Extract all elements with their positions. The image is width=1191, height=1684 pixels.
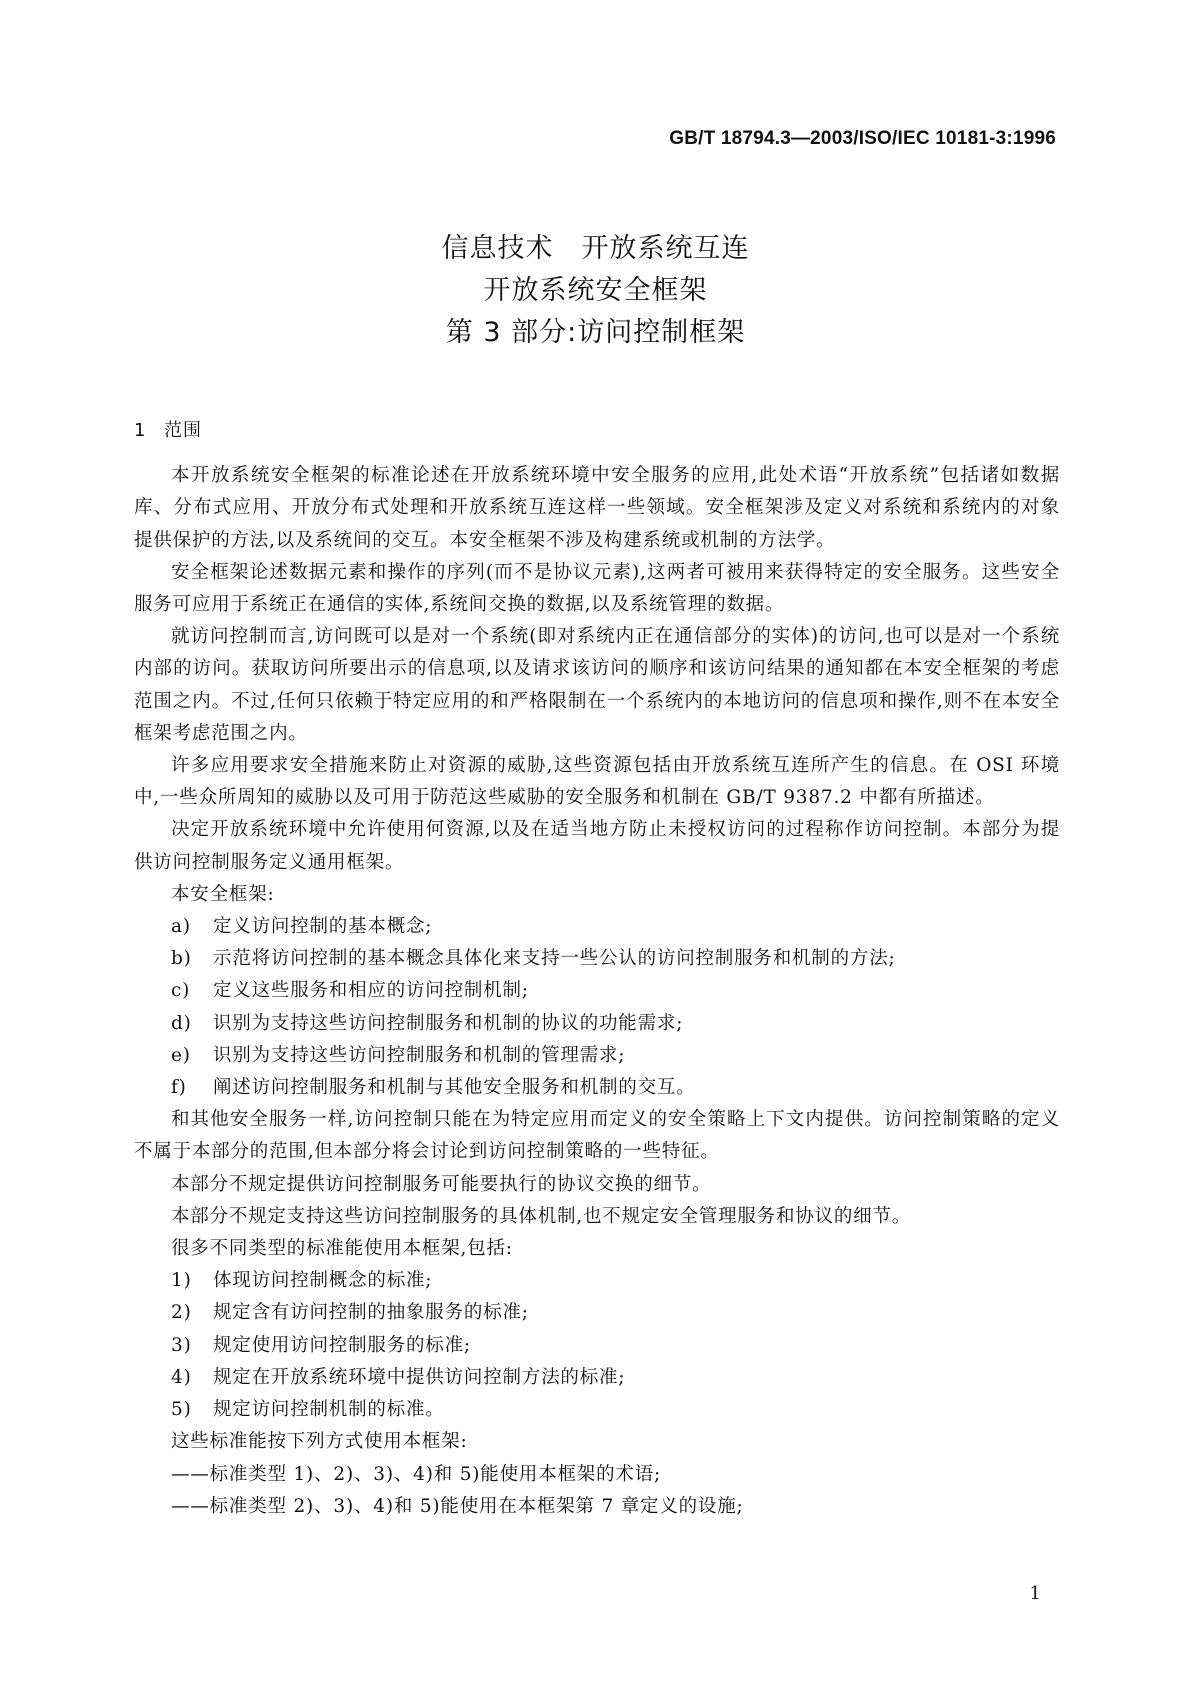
paragraph: 和其他安全服务一样,访问控制只能在为特定应用而定义的安全策略上下文内提供。访问控制策略的定义不属于本部分的范围,但本部分将会讨论到访问控制策略的一些特征。 bbox=[134, 1109, 1060, 1163]
document-title bbox=[0, 228, 1191, 354]
list-item bbox=[134, 1265, 1060, 1297]
standard-number: GB/T 18794.3—2003/ISO/IEC 10181-3:1996 bbox=[669, 128, 1056, 149]
list-item bbox=[134, 911, 1060, 943]
list-item bbox=[134, 1072, 1060, 1104]
list-item-text: 识别为支持这些访问控制服务和机制的管理需求; bbox=[213, 1044, 626, 1066]
list-item bbox=[134, 1297, 1060, 1329]
list-item bbox=[134, 975, 1060, 1007]
list-item-text: 体现访问控制概念的标准; bbox=[213, 1270, 433, 1292]
list-marker: f) bbox=[171, 1077, 187, 1099]
list-marker: 1) bbox=[171, 1270, 192, 1292]
paragraph: 本部分不规定提供访问控制服务可能要执行的协议交换的细节。 bbox=[171, 1173, 712, 1195]
list-item bbox=[134, 1394, 1060, 1426]
list-item-text: 规定使用访问控制服务的标准; bbox=[213, 1334, 471, 1356]
title-line-3: 第 3 部分:访问控制框架 bbox=[445, 317, 746, 348]
dash-list-item: ——标准类型 1)、2)、3)、4)和 5)能使用本框架的术语; bbox=[171, 1463, 662, 1485]
list-item-text: 定义这些服务和相应的访问控制机制; bbox=[213, 980, 529, 1002]
title-line-2: 开放系统安全框架 bbox=[483, 275, 708, 306]
list-item-text: 定义访问控制的基本概念; bbox=[213, 916, 433, 938]
list-marker: b) bbox=[171, 948, 192, 970]
page-number: 1 bbox=[1029, 1583, 1041, 1604]
list-item-text: 规定在开放系统环境中提供访问控制方法的标准; bbox=[213, 1366, 626, 1388]
paragraph: 本部分不规定支持这些访问控制服务的具体机制,也不规定安全管理服务和协议的细节。 bbox=[171, 1205, 912, 1227]
paragraph: 很多不同类型的标准能使用本框架,包括: bbox=[171, 1238, 513, 1260]
paragraph: 许多应用要求安全措施来防止对资源的威胁,这些资源包括由开放系统互连所产生的信息。在 OSI 环境中,一些众所周知的威胁以及可用于防范这些威胁的安全服务和机制在 GB/T 9387.2 中都有所描述。 bbox=[134, 755, 1060, 809]
list-item-text: 示范将访问控制的基本概念具体化来支持一些公认的访问控制服务和机制的方法; bbox=[213, 948, 896, 970]
list-marker: d) bbox=[171, 1012, 192, 1034]
paragraph: 决定开放系统环境中允许使用何资源,以及在适当地方防止未授权访问的过程称作访问控制。本部分为提供访问控制服务定义通用框架。 bbox=[134, 819, 1060, 873]
list-marker: a) bbox=[171, 916, 191, 938]
list-marker: 5) bbox=[171, 1399, 192, 1421]
list-marker: 3) bbox=[171, 1334, 192, 1356]
list-item bbox=[134, 943, 1060, 975]
list-item-text: 规定访问控制机制的标准。 bbox=[213, 1399, 445, 1421]
dash-list-item: ——标准类型 2)、3)、4)和 5)能使用在本框架第 7 章定义的设施; bbox=[171, 1495, 744, 1517]
list-item-text: 识别为支持这些访问控制服务和机制的协议的功能需求; bbox=[213, 1012, 684, 1034]
section-heading bbox=[134, 415, 1060, 447]
paragraph: 本开放系统安全框架的标准论述在开放系统环境中安全服务的应用,此处术语“开放系统”包括诸如数据库、分布式应用、开放分布式处理和开放系统互连这样一些领域。安全框架涉及定义对系统和系统内的对象提供保护的方法,以及系统间的交互。本安全框架不涉及构建系统或机制的方法学。 bbox=[134, 465, 1060, 551]
paragraph: 安全框架论述数据元素和操作的序列(而不是协议元素),这两者可被用来获得特定的安全服务。这些安全服务可应用于系统正在通信的实体,系统间交换的数据,以及系统管理的数据。 bbox=[134, 561, 1060, 616]
section-title: 范围 bbox=[164, 420, 202, 441]
paragraph: 就访问控制而言,访问既可以是对一个系统(即对系统内正在通信部分的实体)的访问,也可以是对一个系统内部的访问。获取访问所要出示的信息项,以及请求该访问的顺序和该访问结果的通知都在本安全框架的考虑范围之内。不过,任何只依赖于特定应用的和严格限制在一个系统内的本地访问的信息项和操作,则不在本安全框架考虑范围之内。 bbox=[134, 626, 1060, 744]
list-marker: 4) bbox=[171, 1366, 192, 1388]
number-list bbox=[134, 1265, 1060, 1426]
list-item bbox=[134, 1040, 1060, 1072]
list-item-text: 阐述访问控制服务和机制与其他安全服务和机制的交互。 bbox=[213, 1077, 696, 1099]
list-marker: c) bbox=[171, 980, 191, 1002]
list-marker: e) bbox=[171, 1044, 191, 1066]
list-item bbox=[134, 1362, 1060, 1394]
list-item bbox=[134, 1008, 1060, 1040]
section-number: 1 bbox=[134, 420, 147, 441]
list-item-text: 规定含有访问控制的抽象服务的标准; bbox=[213, 1302, 529, 1324]
paragraph: 本安全框架: bbox=[171, 883, 275, 905]
list-marker: 2) bbox=[171, 1302, 192, 1324]
dash-list bbox=[134, 1459, 1060, 1523]
list-item bbox=[134, 1330, 1060, 1362]
title-line-1: 信息技术 开放系统互连 bbox=[441, 233, 750, 264]
letter-list bbox=[134, 911, 1060, 1104]
paragraph: 这些标准能按下列方式使用本框架: bbox=[171, 1431, 468, 1453]
document-body bbox=[134, 415, 1060, 1523]
